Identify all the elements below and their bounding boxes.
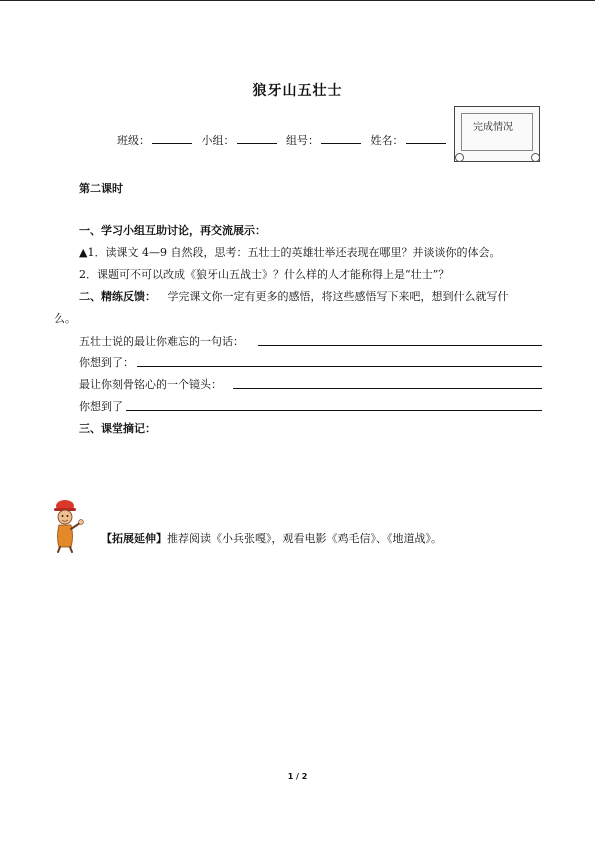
section1-heading: 一、学习小组互助讨论，再交流展示： <box>79 224 266 237</box>
scroll-curl-icon <box>531 153 540 162</box>
class-blank[interactable] <box>152 134 192 144</box>
section2-row <box>79 288 509 304</box>
prompt-thought-1: 你想到了： <box>79 356 134 369</box>
prompt-memorable-quote: 五壮士说的最让你难忘的一句话： <box>79 335 244 348</box>
answer-line-thought-2[interactable] <box>126 410 542 411</box>
class-label: 班级： <box>117 134 150 147</box>
section2-text: 学完课文你一定有更多的感悟，将这些感悟写下来吧，想到什么就写什 <box>167 290 509 303</box>
answer-line-quote[interactable] <box>258 345 542 346</box>
scroll-curl-icon <box>455 153 464 162</box>
extension-text: 推荐阅读《小兵张嘎》，观看电影《鸡毛信》、《地道战》。 <box>167 532 442 545</box>
completion-status-box <box>454 106 540 162</box>
answer-line-thought-1[interactable] <box>137 366 542 367</box>
extension-row <box>101 530 442 546</box>
name-blank[interactable] <box>406 134 446 144</box>
section2-heading: 二、精练反馈： <box>79 290 156 303</box>
prompt-thought-2: 你想到了 <box>79 400 123 413</box>
group-blank[interactable] <box>237 134 277 144</box>
prompt-memorable-scene: 最让你刻骨铭心的一个镜头： <box>79 378 222 391</box>
cartoon-mascot-icon <box>50 497 90 553</box>
question-2: 2．课题可不可以改成《狼牙山五战士》？什么样的人才能称得上是“壮士”？ <box>79 268 450 281</box>
group-no-blank[interactable] <box>321 134 361 144</box>
question-1: ▲1．读课文 4—9 自然段，思考：五壮士的英雄壮举还表现在哪里？并谈谈你的体会。 <box>79 246 501 259</box>
completion-status-label: 完成情况 <box>473 122 513 133</box>
lesson-heading: 第二课时 <box>79 182 123 195</box>
student-info-row <box>117 132 452 148</box>
name-label: 姓名： <box>370 134 404 147</box>
section3-heading: 三、课堂摘记： <box>79 422 156 435</box>
answer-line-scene[interactable] <box>233 388 542 389</box>
top-rule <box>0 0 595 1</box>
group-label: 小组： <box>201 134 235 147</box>
section2-text-continued: 么。 <box>54 312 76 325</box>
extension-label: 【拓展延伸】 <box>101 532 167 545</box>
page-title: 狼牙山五壮士 <box>252 83 343 99</box>
group-no-label: 组号： <box>286 134 319 147</box>
page-number: 1 / 2 <box>287 772 308 781</box>
